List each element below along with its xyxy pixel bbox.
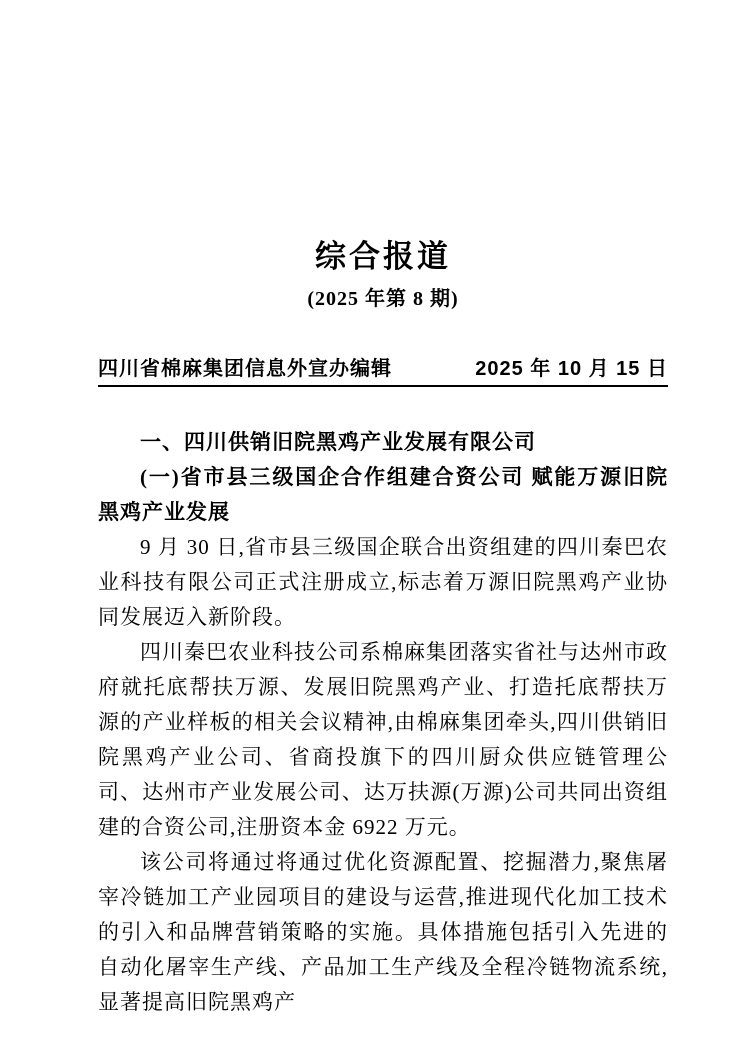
editor-label: 四川省棉麻集团信息外宣办编辑 (98, 358, 392, 380)
page-title: 综合报道 (315, 239, 451, 274)
subsection-heading: (一)省市县三级国企合作组建合资公司 赋能万源旧院黑鸡产业发展 (98, 465, 668, 524)
paragraph: 9 月 30 日,省市县三级国企联合出资组建的四川秦巴农业科技有限公司正式注册成立,标志着万源旧院黑鸡产业协同发展迈入新阶段。 (98, 535, 668, 629)
paragraph: 四川秦巴农业科技公司系棉麻集团落实省社与达州市政府就托底帮扶万源、发展旧院黑鸡产业、打造托底帮扶万源的产业样板的相关会议精神,由棉麻集团牵头,四川供销旧院黑鸡产业公司、省商投旗下的四川厨众供应链管理公司、达州市产业发展公司、达万扶源(万源)公司共同出资组建的合资公司,注册资本金 6922 万元。 (98, 640, 668, 839)
editor-row (98, 356, 668, 387)
issue-line: (2025 年第 8 期) (307, 288, 459, 310)
paragraph: 该公司将通过将通过优化资源配置、挖掘潜力,聚焦屠宰冷链加工产业园项目的建设与运营,推进现代化加工技术的引入和品牌营销策略的实施。具体措施包括引入先进的自动化屠宰生产线、产品加工生产线及全程冷链物流系统,显著提高旧院黑鸡产 (98, 850, 668, 1014)
date-label: 2025 年 10 月 15 日 (475, 358, 668, 380)
section-heading: 一、四川供销旧院黑鸡产业发展有限公司 (140, 431, 536, 454)
document-body (98, 425, 668, 1020)
